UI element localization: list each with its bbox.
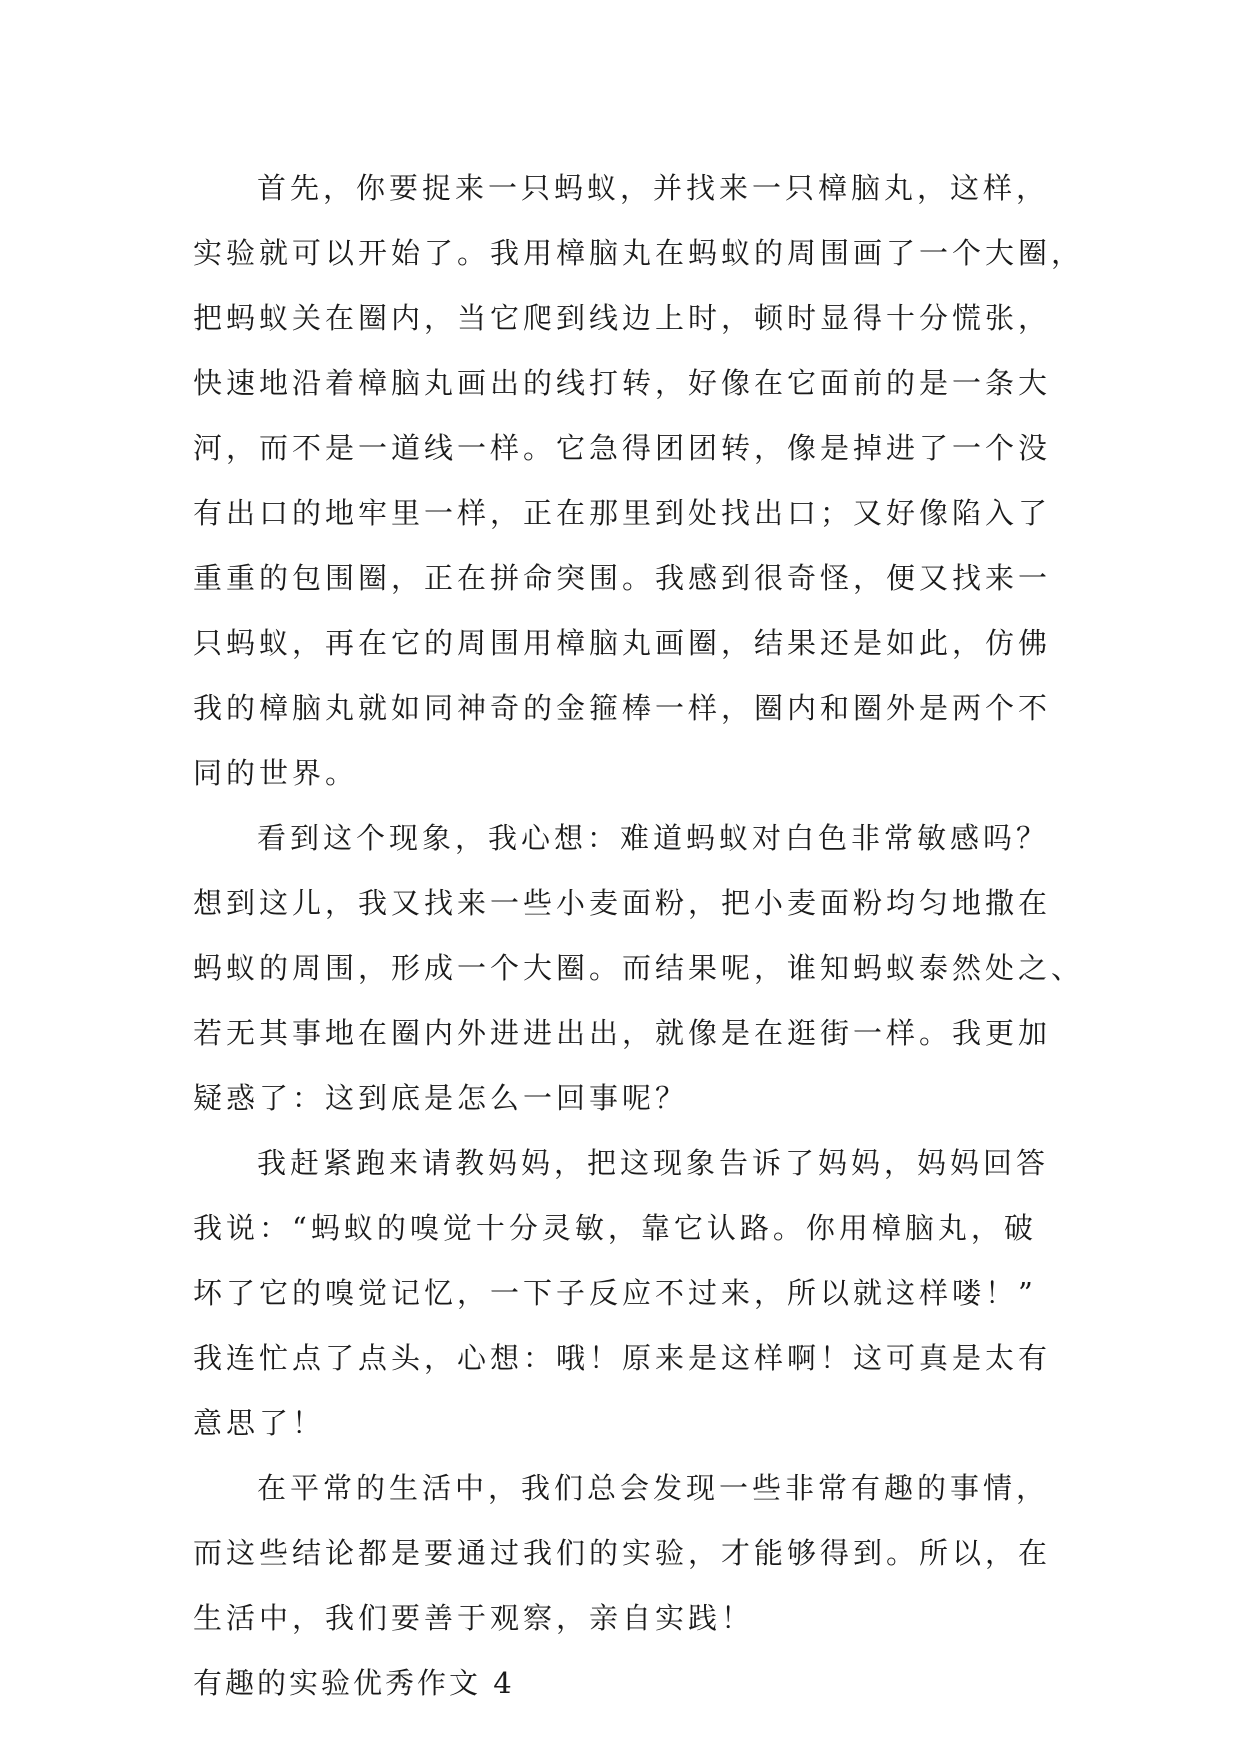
text-line: 只蚂蚁，再在它的周围用樟脑丸画圈，结果还是如此，仿佛 [193, 626, 1052, 660]
text-line: 而这些结论都是要通过我们的实验，才能够得到。所以，在 [193, 1536, 1052, 1570]
text-line: 把蚂蚁关在圈内，当它爬到线边上时，顿时显得十分慌张， [193, 301, 1052, 335]
text-line: 蚂蚁的周围，形成一个大圈。而结果呢，谁知蚂蚁泰然处之、 [193, 951, 1085, 985]
text-line: 若无其事地在圈内外进进出出，就像是在逛街一样。我更加 [193, 1016, 1052, 1050]
text-line: 实验就可以开始了。我用樟脑丸在蚂蚁的周围画了一个大圈， [193, 236, 1085, 270]
text-line: 有出口的地牢里一样，正在那里到处找出口；又好像陷入了 [193, 496, 1052, 530]
section-heading: 有趣的实验优秀作文 4 [193, 1666, 515, 1700]
text-line: 我说：“蚂蚁的嗅觉十分灵敏，靠它认路。你用樟脑丸，破 [193, 1211, 1037, 1245]
text-line: 我连忙点了点头，心想：哦！原来是这样啊！这可真是太有 [193, 1341, 1052, 1375]
text-line: 同的世界。 [193, 756, 359, 790]
document-body [193, 156, 1093, 1716]
text-line: 首先，你要捉来一只蚂蚁，并找来一只樟脑丸，这样， [257, 171, 1050, 205]
paragraph-3 [193, 1131, 1093, 1456]
text-line: 快速地沿着樟脑丸画出的线打转，好像在它面前的是一条大 [193, 366, 1052, 400]
text-line: 河，而不是一道线一样。它急得团团转，像是掉进了一个没 [193, 431, 1052, 465]
text-line: 意思了！ [193, 1406, 326, 1440]
text-line: 想到这儿，我又找来一些小麦面粉，把小麦面粉均匀地撒在 [193, 886, 1052, 920]
text-line: 生活中，我们要善于观察，亲自实践！ [193, 1601, 755, 1635]
text-line: 看到这个现象，我心想：难道蚂蚁对白色非常敏感吗？ [257, 821, 1050, 855]
text-line: 在平常的生活中，我们总会发现一些非常有趣的事情， [257, 1471, 1050, 1505]
paragraph-1 [193, 156, 1093, 806]
paragraph-4 [193, 1456, 1093, 1651]
text-line: 疑惑了：这到底是怎么一回事呢？ [193, 1081, 689, 1115]
text-line: 重重的包围圈，正在拼命突围。我感到很奇怪，便又找来一 [193, 561, 1052, 595]
text-line: 坏了它的嗅觉记忆，一下子反应不过来，所以就这样喽！” [193, 1276, 1037, 1310]
text-line: 我的樟脑丸就如同神奇的金箍棒一样，圈内和圈外是两个不 [193, 691, 1052, 725]
paragraph-2 [193, 806, 1093, 1131]
text-line: 我赶紧跑来请教妈妈，把这现象告诉了妈妈，妈妈回答 [257, 1146, 1050, 1180]
